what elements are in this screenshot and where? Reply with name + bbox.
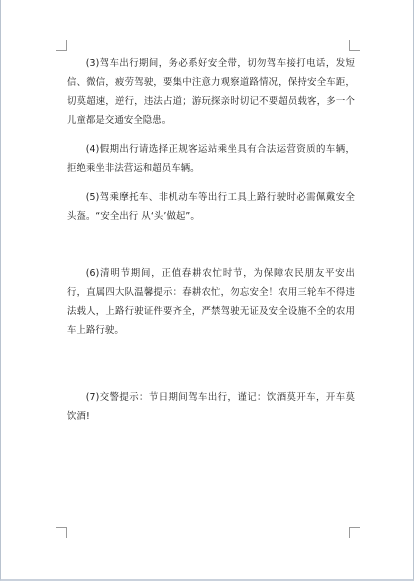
document-body[interactable] bbox=[67, 54, 355, 426]
paragraph-qingming-farming: (6)清明节期间，正值春耕农忙时节，为保障农民朋友平安出行，直属四大队温馨提示：春耕农忙，勿忘安全！农用三轮车不得违法载人，上路行驶证件要齐全，严禁驾驶无证及安全设施不全的农用车上路行驶。 bbox=[67, 268, 355, 336]
paragraph-helmet: (5)驾乘摩托车、非机动车等出行工具上路行驶时必需佩戴安全头盔。“安全出行 从‘头’做起”。 bbox=[67, 192, 355, 222]
paragraph-no-drunk-driving: (7)交警提示：节日期间驾车出行，谨记：饮酒莫开车，开车莫饮酒! bbox=[67, 392, 355, 422]
paragraph-seatbelt-safety: (3)驾车出行期间，务必系好安全带，切勿驾车接打电话，发短信、微信，疲劳驾驶，要集中注意力观察道路情况，保持安全车距，切莫超速，逆行，违法占道；游玩探亲时切记不要超员载客，多一个儿童都是交通安全隐患。 bbox=[67, 58, 355, 126]
top-right-crop-mark bbox=[349, 40, 360, 51]
top-left-crop-mark bbox=[56, 40, 67, 51]
bottom-right-crop-mark bbox=[349, 527, 360, 538]
paragraph-legal-vehicles: (4)假期出行请选择正规客运站乘坐具有合法运营资质的车辆，拒绝乘坐非法营运和超员车辆。 bbox=[67, 144, 355, 174]
document-page[interactable] bbox=[3, 0, 411, 577]
bottom-left-crop-mark bbox=[56, 527, 67, 538]
